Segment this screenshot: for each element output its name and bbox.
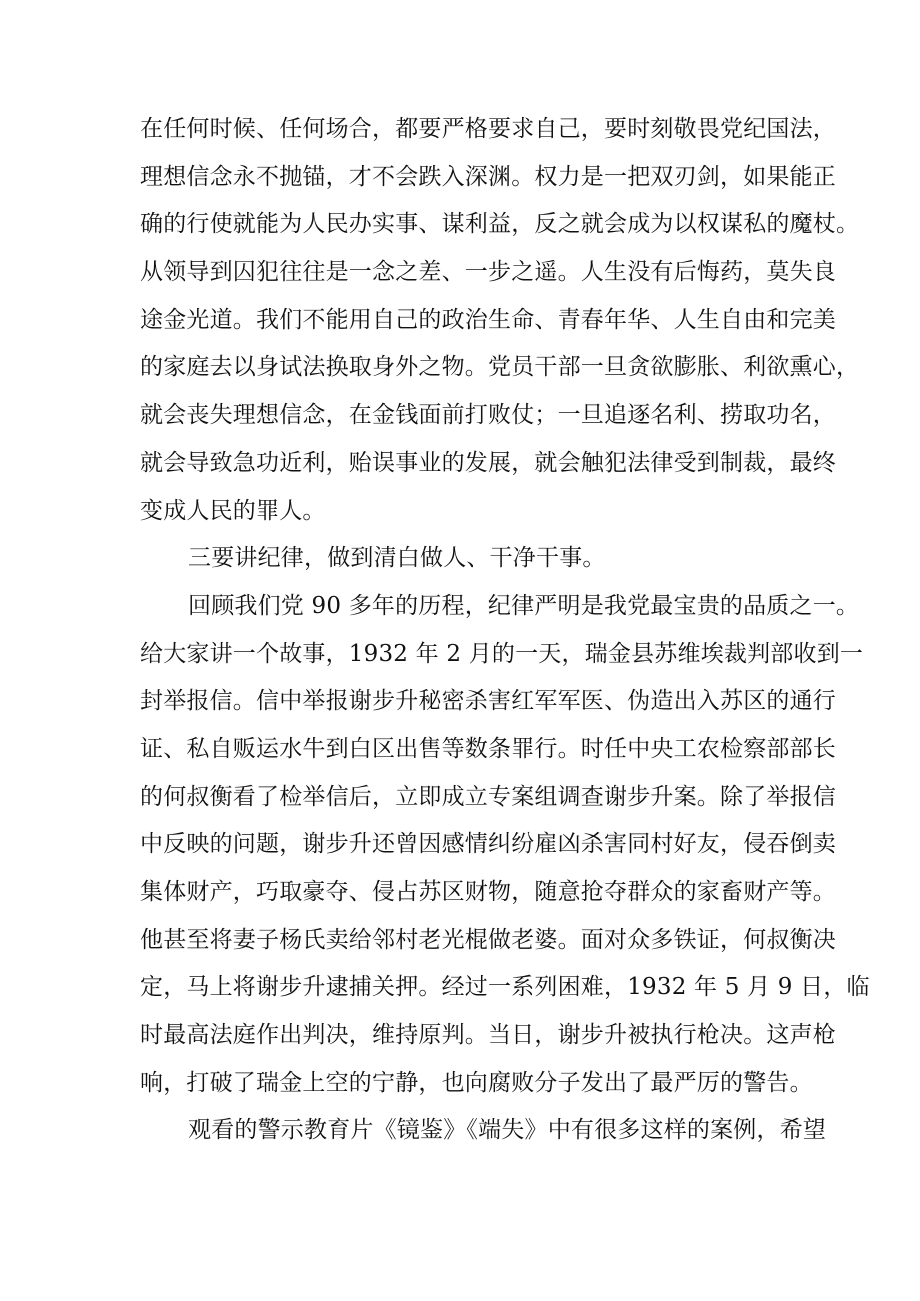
- text-line: 响，打破了瑞金上空的宁静，也向腐败分子发出了最严厉的警告。: [140, 1069, 813, 1096]
- text-line: 就会导致急功近利，贻误事业的发展，就会触犯法律受到制裁，最终: [140, 449, 836, 476]
- text-line: 时最高法庭作出判决，维持原判。当日，谢步升被执行枪决。这声枪: [140, 1022, 836, 1049]
- text-line: 证、私自贩运水牛到白区出售等数条罪行。时任中央工农检察部部长: [140, 735, 836, 762]
- text-line: 的家庭去以身试法换取身外之物。党员干部一旦贪欲膨胀、利欲熏心，: [140, 354, 860, 381]
- text-line: 变成人民的罪人。: [140, 497, 326, 524]
- text-line: 理想信念永不抛锚，才不会跌入深渊。权力是一把双刃剑，如果能正: [140, 163, 836, 190]
- document-body: [140, 106, 870, 1155]
- text-line: 集体财产，巧取豪夺、侵占苏区财物，随意抢夺群众的家畜财产等。: [140, 879, 836, 905]
- text-line: 就会丧失理想信念，在金钱面前打败仗；一旦追逐名利、捞取功名，: [140, 402, 836, 429]
- text-line: 给大家讲一个故事，1932 年 2 月的一天，瑞金县苏维埃裁判部收到一: [140, 640, 864, 667]
- text-line: 定，马上将谢步升逮捕关押。经过一系列困难，1932 年 5 月 9 日，临: [140, 974, 870, 1001]
- text-line: 确的行使就能为人民办实事、谋利益，反之就会成为以权谋私的魔杖。: [140, 211, 860, 238]
- text-line: 从领导到囚犯往往是一念之差、一步之遥。人生没有后悔药，莫失良: [140, 259, 836, 286]
- text-line: 封举报信。信中举报谢步升秘密杀害红军军医、伪造出入苏区的通行: [140, 688, 836, 715]
- paragraph-start: 回顾我们党 90 多年的历程，纪律严明是我党最宝贵的品质之一。: [188, 592, 860, 619]
- paragraph-start: 观看的警示教育片《镜鉴》《端失》中有很多这样的案例，希望: [188, 1117, 827, 1144]
- text-line: 他甚至将妻子杨氏卖给邻村老光棍做老婆。面对众多铁证，何叔衡决: [140, 926, 836, 953]
- text-line: 的何叔衡看了检举信后，立即成立专案组调查谢步升案。除了举报信: [140, 783, 836, 810]
- section-heading: 三要讲纪律，做到清白做人、干净干事。: [188, 545, 606, 572]
- text-line: 在任何时候、任何场合，都要严格要求自己，要时刻敬畏党纪国法，: [140, 116, 836, 142]
- text-line: 途金光道。我们不能用自己的政治生命、青春年华、人生自由和完美: [140, 306, 836, 333]
- text-line: 中反映的问题，谢步升还曾因感情纠纷雇凶杀害同村好友，侵吞倒卖: [140, 831, 836, 858]
